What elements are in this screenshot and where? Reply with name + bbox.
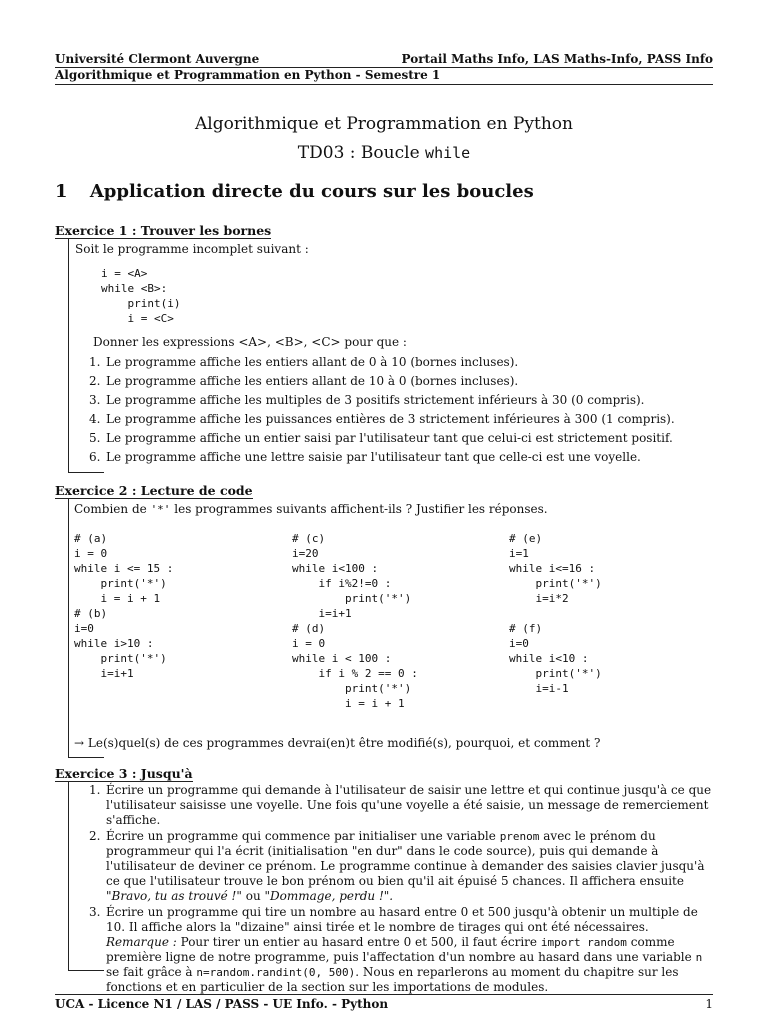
ex2-bracket-end xyxy=(68,757,104,758)
header-portal: Portail Maths Info, LAS Maths-Info, PASS Info xyxy=(401,52,713,66)
ex3-code-prenom: prenom xyxy=(499,830,540,843)
ex1-prompt: Donner les expressions <A>, <B>, <C> pour que : xyxy=(93,335,407,349)
ex1-heading-text: Exercice 1 : Trouver les bornes xyxy=(55,223,272,238)
ex3-heading-text: Exercice 3 : Jusqu'à xyxy=(55,766,193,781)
ex3-bracket xyxy=(68,782,69,971)
ex2-question: → Le(s)quel(s) de ces programmes devrai(en)t être modifié(s), pourquoi, et comment ? xyxy=(74,736,601,750)
ex1-code: i = <A> while <B>: print(i) i = <C> xyxy=(101,267,181,325)
header-rule-2 xyxy=(55,84,713,85)
ex3-heading xyxy=(55,766,193,781)
section-number: 1 xyxy=(55,181,68,202)
list-item: 3. Écrire un programme qui tire un nombre au hasard entre 0 et 500 jusqu'à obtenir un multiple de 10. Il affiche alors la "dizaine" ainsi tirée et le nombre de tirages qui ont été nécessaires. Remarque : Pour tirer un entier au hasard entre 0 et 500, il faut écrire import random comme première ligne de notre programme, puis l'affectation d'un nombre au hasard dans une variable n se fait grâce à n=random.randint(0, 500). Nous en reparlerons au moment du chapitre sur les fonctions et en particulier de la section sur les importations de modules. xyxy=(89,905,703,994)
list-item: 2. Le programme affiche les entiers allant de 10 à 0 (bornes incluses). xyxy=(89,374,519,388)
ex2-heading xyxy=(55,483,253,498)
page-subtitle xyxy=(0,143,768,163)
section-title: Application directe du cours sur les boucles xyxy=(89,181,534,202)
footer-rule xyxy=(55,994,713,995)
page-title: Algorithmique et Programmation en Python xyxy=(195,114,573,134)
ex2-code-col2: # (c) i=20 while i<100 : if i%2!=0 : print('*') i=i+1 # (d) i = 0 while i < 100 : if i % 2 == 0 : print('*') i = i + 1 xyxy=(292,532,418,710)
ex1-heading xyxy=(55,223,271,238)
ex3-code-import: import random xyxy=(540,936,627,949)
header-course: Algorithmique et Programmation en Python - Semestre 1 xyxy=(55,68,441,82)
ex2-bracket xyxy=(68,499,69,758)
ex1-list xyxy=(73,355,713,469)
ex3-code-randint: n=random.randint(0, 500) xyxy=(196,966,356,979)
list-item: 3. Le programme affiche les multiples de 3 positifs strictement inférieurs à 30 (0 compris). xyxy=(89,393,645,407)
ex3-code-n: n xyxy=(695,951,703,964)
ex2-intro-code: '*' xyxy=(150,503,171,516)
list-item: 5. Le programme affiche un entier saisi par l'utilisateur tant que celui-ci est strictement positif. xyxy=(89,431,673,445)
subtitle-code: while xyxy=(425,144,471,162)
ex1-intro: Soit le programme incomplet suivant : xyxy=(75,242,309,256)
list-item: 6. Le programme affiche une lettre saisie par l'utilisateur tant que celle-ci est une voyelle. xyxy=(89,450,641,464)
subtitle-text: TD03 : Boucle xyxy=(297,143,420,163)
header-university: Université Clermont Auvergne xyxy=(55,52,260,66)
list-item: 2. Écrire un programme qui commence par initialiser une variable prenom avec le prénom du programmeur qui l'a écrit (initialisation "en dur" dans le code source), puis qui demande à l'utilisateur de deviner ce prénom. Le programme continue à demander des saisies clavier jusqu'à ce que l'utilisateur trouve le bon prénom ou bien qu'il ait épuisé 5 chances. Il affichera ensuite "Bravo, tu as trouvé !" ou "Dommage, perdu !". xyxy=(89,829,705,903)
list-item: 1. Le programme affiche les entiers allant de 0 à 10 (bornes incluses). xyxy=(89,355,519,369)
list-item: 1. Écrire un programme qui demande à l'utilisateur de saisir une lettre et qui continue jusqu'à ce que l'utilisateur saisisse une voyelle. Une fois qu'une voyelle a été saisie, un message de remerciement s'affiche. xyxy=(89,783,712,827)
ex1-bracket xyxy=(68,239,69,473)
ex2-code-col3: # (e) i=1 while i<=16 : print('*') i=i*2 # (f) i=0 while i<10 : print('*') i=i-1 xyxy=(509,532,602,695)
footer-course: UCA - Licence N1 / LAS / PASS - UE Info. - Python xyxy=(55,997,389,1011)
list-item: 4. Le programme affiche les puissances entières de 3 strictement inférieures à 300 (1 compris). xyxy=(89,412,675,426)
ex2-intro: Combien de '*' les programmes suivants affichent-ils ? Justifier les réponses. xyxy=(74,502,548,516)
ex3-list xyxy=(71,783,713,996)
section-heading xyxy=(55,181,534,202)
ex2-heading-text: Exercice 2 : Lecture de code xyxy=(55,483,253,498)
page-number: 1 xyxy=(705,997,713,1011)
ex1-bracket-end xyxy=(68,472,104,473)
ex2-code-col1: # (a) i = 0 while i <= 15 : print('*') i = i + 1 # (b) i=0 while i>10 : print('*') i=i+1 xyxy=(74,532,174,680)
